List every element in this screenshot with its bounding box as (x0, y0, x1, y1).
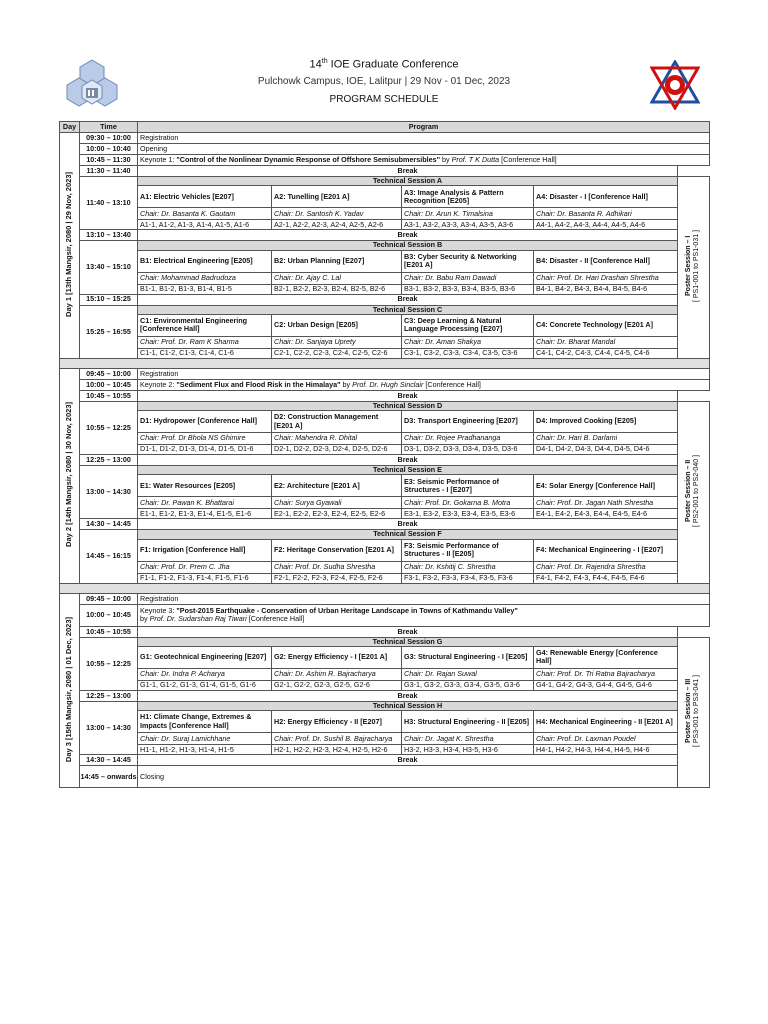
slot-time: 10:00 – 10:40 (80, 144, 138, 155)
day-label-cell (60, 593, 80, 788)
slot-time: 09:45 – 10:00 (80, 368, 138, 379)
session-papers: G4-1, G4-2, G4-3, G4-4, G4-5, G4-6 (534, 680, 678, 690)
keynote-prefix: Keynote 3: (140, 605, 177, 615)
session-chair: Chair: Dr. Pawan K. Bhattarai (138, 497, 272, 509)
parallel-session-name: H4: Mechanical Engineering - II [E201 A] (534, 711, 678, 733)
session-chair: Chair: Dr. Rajan Suwal (402, 668, 534, 680)
technical-session-title: Technical Session H (138, 701, 678, 710)
day-header: Day (60, 122, 80, 133)
slot-time: 10:00 – 10:45 (80, 604, 138, 626)
keynote-speaker: Prof. Dr. Sudarshan Raj Tiwari (149, 614, 247, 624)
day-label-cell (60, 133, 80, 359)
session-chair: Chair: Prof. Dr. Laxman Poudel (534, 733, 678, 745)
session-papers: A3-1, A3-2, A3-3, A3-4, A3-5, A3-6 (402, 220, 534, 230)
poster-session-range: [ PS2-001 to PS2-040 ] (693, 455, 701, 528)
session-time: 11:40 – 13:10 (80, 177, 138, 230)
program-header: Program (138, 122, 710, 133)
technical-session-title: Technical Session D (138, 401, 678, 410)
session-time: 13:00 – 14:30 (80, 466, 138, 519)
table-header-row (60, 122, 710, 133)
break-label: Break (138, 166, 678, 177)
poster-session-cell (678, 177, 710, 359)
slot-time: 10:45 – 10:55 (80, 390, 138, 401)
session-chair: Chair: Dr. Sanjaya Uprety (272, 336, 402, 348)
program-item: Closing (138, 766, 678, 788)
break-row (60, 519, 710, 530)
keynote-venue: [Conference Hall] (423, 379, 481, 389)
parallel-session-name: E2: Architecture [E201 A] (272, 475, 402, 497)
parallel-session-name-row (60, 314, 710, 336)
session-papers: C1-1, C1-2, C1-3, C1-4, C1-6 (138, 348, 272, 358)
program-schedule-heading: PROGRAM SCHEDULE (329, 94, 439, 105)
session-chair-row (60, 561, 710, 573)
keynote-by: by (340, 379, 353, 389)
session-papers: A1-1, A1-2, A1-3, A1-4, A1-5, A1-6 (138, 220, 272, 230)
session-papers: G3-1, G3-2, G3-3, G3-4, G3-5, G3-6 (402, 680, 534, 690)
session-time: 10:55 – 12:25 (80, 637, 138, 690)
parallel-session-name: A2: Tunelling [E201 A] (272, 186, 402, 208)
session-papers: B4-1, B4-2, B4-3, B4-4, B4-5, B4-6 (534, 284, 678, 294)
session-chair: Chair: Prof. Dr Bhola NS Ghimire (138, 433, 272, 445)
break-label: Break (138, 626, 678, 637)
break-row (60, 455, 710, 466)
technical-session-title: Technical Session C (138, 305, 678, 314)
session-papers: H1-1, H1-2, H1-3, H1-4, H1-5 (138, 745, 272, 755)
break-row (60, 166, 710, 177)
slot-time: 10:45 – 10:55 (80, 626, 138, 637)
poster-session-title: Poster Session – III (685, 679, 693, 744)
session-chair: Chair: Prof. Dr. Prem C. Jha (138, 561, 272, 573)
technical-session-title: Technical Session F (138, 530, 678, 539)
program-item: Registration (138, 368, 710, 379)
session-chair-row (60, 272, 710, 284)
page-header (0, 0, 768, 118)
day-separator-cell (60, 358, 710, 368)
parallel-session-name: C3: Deep Learning & Natural Language Processing [E207] (402, 314, 534, 336)
session-chair: Chair: Dr. Indra P. Acharya (138, 668, 272, 680)
parallel-session-name: D2: Construction Management [E201 A] (272, 411, 402, 433)
session-chair-row (60, 497, 710, 509)
break-label: Break (138, 455, 678, 466)
keynote-item (138, 155, 710, 166)
keynote-venue: [Conference Hall] (499, 154, 557, 164)
parallel-session-name-row (60, 646, 710, 668)
keynote-prefix: Keynote 1: (140, 154, 177, 164)
session-chair: Chair: Prof. Dr. Sushil B. Bajracharya (272, 733, 402, 745)
program-item: Opening (138, 144, 710, 155)
session-title-row (60, 241, 710, 250)
day-label: Day 3 [15th Mangsir, 2080 | 01 Dec, 2023] (64, 616, 74, 762)
parallel-session-name: H2: Energy Efficiency - II [E207] (272, 711, 402, 733)
break-label: Break (138, 294, 678, 305)
session-papers: A4-1, A4-2, A4-3, A4-4, A4-5, A4-6 (534, 220, 678, 230)
day-label: Day 2 [14th Mangsir, 2080 | 30 Nov, 2023] (64, 402, 74, 548)
break-row (60, 690, 710, 701)
parallel-session-name: H1: Climate Change, Extremes & Impacts [Conference Hall] (138, 711, 272, 733)
parallel-session-name: G3: Structural Engineering - I [E205] (402, 646, 534, 668)
session-chair: Chair: Dr. Ajay C. Lal (272, 272, 402, 284)
break-label: Break (138, 230, 678, 241)
session-chair: Chair: Prof. Dr. Tri Ratna Bajracharya (534, 668, 678, 680)
keynote-title: "Sediment Flux and Flood Risk in the Himalaya" (176, 379, 341, 389)
poster-session-label (685, 455, 701, 527)
keynote-prefix: Keynote 2: (140, 379, 177, 389)
parallel-session-name-row (60, 539, 710, 561)
slot-time: 11:30 – 11:40 (80, 166, 138, 177)
session-title-row (60, 466, 710, 475)
poster-session-title: Poster Session – I (685, 236, 693, 297)
session-papers: B1-1, B1-2, B1-3, B1-4, B1-5 (138, 284, 272, 294)
session-papers: E3-1, E3-2, E3-3, E3-4, E3-5, E3-6 (402, 509, 534, 519)
session-chair: Chair: Dr. Santosh K. Yadav (272, 208, 402, 220)
parallel-session-name: B4: Disaster - II [Conference Hall] (534, 250, 678, 272)
session-papers: D2-1, D2-2, D2-3, D2-4, D2-5, D2-6 (272, 445, 402, 455)
parallel-session-name: A4: Disaster - I [Conference Hall] (534, 186, 678, 208)
program-row (60, 593, 710, 604)
session-papers: D1-1, D1-2, D1-3, D1-4, D1-5, D1-6 (138, 445, 272, 455)
session-chair: Chair: Surya Gyawali (272, 497, 402, 509)
session-papers-row (60, 284, 710, 294)
session-chair: Chair: Dr. Arun K. Timalsina (402, 208, 534, 220)
technical-session-title: Technical Session A (138, 177, 678, 186)
parallel-session-name-row (60, 411, 710, 433)
parallel-session-name: A1: Electric Vehicles [E207] (138, 186, 272, 208)
conference-venue-dates: Pulchowk Campus, IOE, Lalitpur | 29 Nov - 01 Dec, 2023 (257, 76, 511, 87)
session-papers-row (60, 348, 710, 358)
session-papers-row (60, 745, 710, 755)
session-papers: H4-1, H4-2, H4-3, H4-4, H4-5, H4-6 (534, 745, 678, 755)
conference-title: 14th IOE Graduate Conference (309, 58, 459, 71)
parallel-session-name-row (60, 711, 710, 733)
program-row (60, 368, 710, 379)
tu-emblem-logo (650, 60, 700, 115)
session-papers: F2-1, F2-2, F2-3, F2-4, F2-5, F2-6 (272, 573, 402, 583)
day-separator-cell (60, 583, 710, 593)
session-chair: Chair: Dr. Aman Shakya (402, 336, 534, 348)
technical-session-title: Technical Session G (138, 637, 678, 646)
keynote-item (138, 604, 710, 626)
keynote-speaker: Prof. T K Dutta (451, 154, 500, 164)
poster-session-title: Poster Session – II (685, 460, 693, 523)
keynote-item (138, 379, 710, 390)
session-papers: E2-1, E2-2, E2-3, E2-4, E2-5, E2-6 (272, 509, 402, 519)
slot-time: 12:25 – 13:00 (80, 455, 138, 466)
session-papers: B2-1, B2-2, B2-3, B2-4, B2-5, B2-6 (272, 284, 402, 294)
session-title-row (60, 177, 710, 186)
session-papers-row (60, 509, 710, 519)
session-papers-row (60, 220, 710, 230)
session-chair: Chair: Dr. Bharat Mandal (534, 336, 678, 348)
session-chair: Chair: Prof. Dr. Hari Drashan Shrestha (534, 272, 678, 284)
session-chair: Chair: Prof. Dr. Sudha Shrestha (272, 561, 402, 573)
break-row (60, 755, 710, 766)
day-label: Day 1 [13th Mangsir, 2080 | 29 Nov, 2023] (64, 171, 74, 317)
program-row (60, 379, 710, 390)
session-papers: H3-2, H3-3, H3-4, H3-5, H3-6 (402, 745, 534, 755)
slot-time: 10:00 – 10:45 (80, 379, 138, 390)
session-chair: Chair: Prof. Dr. Gokarna B. Motra (402, 497, 534, 509)
session-papers: D3-1, D3-2, D3-3, D3-4, D3-5, D3-6 (402, 445, 534, 455)
parallel-session-name: D1: Hydropower [Conference Hall] (138, 411, 272, 433)
session-chair: Chair: Prof. Dr. Jagan Nath Shrestha (534, 497, 678, 509)
technical-session-title: Technical Session E (138, 466, 678, 475)
parallel-session-name: F3: Seismic Performance of Structures - II [E205] (402, 539, 534, 561)
parallel-session-name: B2: Urban Planning [E207] (272, 250, 402, 272)
break-label: Break (138, 690, 678, 701)
slot-time: 13:10 – 13:40 (80, 230, 138, 241)
session-time: 13:40 – 15:10 (80, 241, 138, 294)
session-chair-row (60, 208, 710, 220)
slot-time: 09:30 – 10:00 (80, 133, 138, 144)
session-time: 15:25 – 16:55 (80, 305, 138, 358)
session-papers: F3-1, F3-2, F3-3, F3-4, F3-5, F3-6 (402, 573, 534, 583)
keynote-by: by (140, 614, 150, 624)
session-papers: F4-1, F4-2, F4-3, F4-4, F4-5, F4-6 (534, 573, 678, 583)
poster-session-cell (678, 637, 710, 788)
program-row (60, 144, 710, 155)
day-separator (60, 358, 710, 368)
session-papers: G1-1, G1-2, G1-3, G1-4, G1-5, G1-6 (138, 680, 272, 690)
session-papers-row (60, 445, 710, 455)
break-row (60, 230, 710, 241)
parallel-session-name: F2: Heritage Conservation [E201 A] (272, 539, 402, 561)
program-item: Registration (138, 133, 710, 144)
break-label: Break (138, 390, 678, 401)
parallel-session-name-row (60, 186, 710, 208)
poster-session-label (685, 675, 701, 747)
parallel-session-name: D3: Transport Engineering [E207] (402, 411, 534, 433)
break-label: Break (138, 755, 678, 766)
poster-session-range: [ PS1-001 to PS1-031 ] (693, 230, 701, 303)
session-papers: H2-1, H2-2, H2-3, H2-4, H2-5, H2-6 (272, 745, 402, 755)
session-papers: E4-1, E4-2, E4-3, E4-4, E4-5, E4-6 (534, 509, 678, 519)
session-chair: Chair: Dr. Basanta K. Gautam (138, 208, 272, 220)
program-schedule-table (59, 121, 710, 788)
slot-time: 12:25 – 13:00 (80, 690, 138, 701)
program-row (60, 133, 710, 144)
program-row (60, 604, 710, 626)
session-papers: C2-1, C2-2, C2-3, C2-4, C2-5, C2-6 (272, 348, 402, 358)
parallel-session-name: G4: Renewable Energy [Conference Hall] (534, 646, 678, 668)
session-title-row (60, 701, 710, 710)
session-title-row (60, 401, 710, 410)
parallel-session-name: A3: Image Analysis & Pattern Recognition [E205] (402, 186, 534, 208)
keynote-title: "Control of the Nonlinear Dynamic Response of Offshore Semisubmersibles" (176, 154, 440, 164)
session-chair: Chair: Dr. Ashim R. Bajracharya (272, 668, 402, 680)
parallel-session-name-row (60, 475, 710, 497)
session-chair: Chair: Dr. Hari B. Darlami (534, 433, 678, 445)
keynote-speaker: Prof. Dr. Hugh Sinclair (352, 379, 424, 389)
parallel-session-name: C1: Environmental Engineering [Conference Hall] (138, 314, 272, 336)
slot-time: 09:45 – 10:00 (80, 593, 138, 604)
session-title-row (60, 305, 710, 314)
session-chair-row (60, 668, 710, 680)
slot-time: 10:45 – 11:30 (80, 155, 138, 166)
session-chair: Chair: Prof. Dr. Rajendra Shrestha (534, 561, 678, 573)
slot-time: 14:30 – 14:45 (80, 755, 138, 766)
parallel-session-name: C4: Concrete Technology [E201 A] (534, 314, 678, 336)
parallel-session-name: C2: Urban Design [E205] (272, 314, 402, 336)
session-papers: G2-1, G2-2, G2-3, G2-5, G2-6 (272, 680, 402, 690)
day-label-cell (60, 368, 80, 583)
keynote-by: by (440, 154, 452, 164)
slot-time: 15:10 – 15:25 (80, 294, 138, 305)
day-separator (60, 583, 710, 593)
slot-time: 14:30 – 14:45 (80, 519, 138, 530)
keynote-title: "Post-2015 Earthquake - Conservation of Urban Heritage Landscape in Towns of Kathmandu Valley" (176, 605, 518, 615)
session-chair-row (60, 433, 710, 445)
session-chair: Chair: Dr. Kshitij C. Shrestha (402, 561, 534, 573)
parallel-session-name: B3: Cyber Security & Networking [E201 A] (402, 250, 534, 272)
session-title-row (60, 530, 710, 539)
session-papers-row (60, 573, 710, 583)
parallel-session-name: G2: Energy Efficiency - I [E201 A] (272, 646, 402, 668)
break-row (60, 626, 710, 637)
parallel-session-name: B1: Electrical Engineering [E205] (138, 250, 272, 272)
parallel-session-name-row (60, 250, 710, 272)
session-chair: Chair: Mohammad Badrudoza (138, 272, 272, 284)
break-row (60, 294, 710, 305)
session-time: 10:55 – 12:25 (80, 401, 138, 454)
parallel-session-name: G1: Geotechnical Engineering [E207] (138, 646, 272, 668)
session-title-row (60, 637, 710, 646)
session-chair: Chair: Dr. Babu Ram Dawadi (402, 272, 534, 284)
session-time: 14:45 – 16:15 (80, 530, 138, 583)
poster-session-range: [ PS3-001 to PS3-041 ] (693, 675, 701, 748)
parallel-session-name: E3: Seismic Performance of Structures - I [E207] (402, 475, 534, 497)
keynote-venue: [Conference Hall] (246, 614, 305, 624)
session-papers: E1-1, E1-2, E1-3, E1-4, E1-5, E1-6 (138, 509, 272, 519)
time-header: Time (80, 122, 138, 133)
parallel-session-name: F1: Irrigation [Conference Hall] (138, 539, 272, 561)
program-row (60, 155, 710, 166)
technical-session-title: Technical Session B (138, 241, 678, 250)
session-papers-row (60, 680, 710, 690)
session-chair: Chair: Prof. Dr. Ram K Sharma (138, 336, 272, 348)
session-time: 13:00 – 14:30 (80, 701, 138, 754)
parallel-session-name: D4: Improved Cooking [E205] (534, 411, 678, 433)
program-row (60, 766, 710, 788)
session-papers: C3-1, C3-2, C3-3, C3-4, C3-5, C3-6 (402, 348, 534, 358)
parallel-session-name: F4: Mechanical Engineering - I [E207] (534, 539, 678, 561)
program-item: Registration (138, 593, 710, 604)
poster-session-label (685, 230, 701, 302)
poster-session-cell (678, 401, 710, 583)
parallel-session-name: H3: Structural Engineering - II [E205] (402, 711, 534, 733)
session-papers: B3-1, B3-2, B3-3, B3-4, B3-5, B3-6 (402, 284, 534, 294)
session-chair-row (60, 733, 710, 745)
session-papers: A2-1, A2-2, A2-3, A2-4, A2-5, A2-6 (272, 220, 402, 230)
slot-time: 14:45 – onwards (80, 766, 138, 788)
session-chair: Chair: Dr. Basanta R. Adhikari (534, 208, 678, 220)
session-papers: D4-1, D4-2, D4-3, D4-4, D4-5, D4-6 (534, 445, 678, 455)
session-chair-row (60, 336, 710, 348)
parallel-session-name: E1: Water Resources [E205] (138, 475, 272, 497)
session-chair: Chair: Dr. Jagat K. Shrestha (402, 733, 534, 745)
session-chair: Chair: Dr. Rojee Pradhananga (402, 433, 534, 445)
break-label: Break (138, 519, 678, 530)
session-chair: Chair: Mahendra R. Dhital (272, 433, 402, 445)
session-papers: C4-1, C4-2, C4-3, C4-4, C4-5, C4-6 (534, 348, 678, 358)
session-papers: F1-1, F1-2, F1-3, F1-4, F1-5, F1-6 (138, 573, 272, 583)
session-chair: Chair: Dr. Suraj Lamichhane (138, 733, 272, 745)
parallel-session-name: E4: Solar Energy [Conference Hall] (534, 475, 678, 497)
break-row (60, 390, 710, 401)
